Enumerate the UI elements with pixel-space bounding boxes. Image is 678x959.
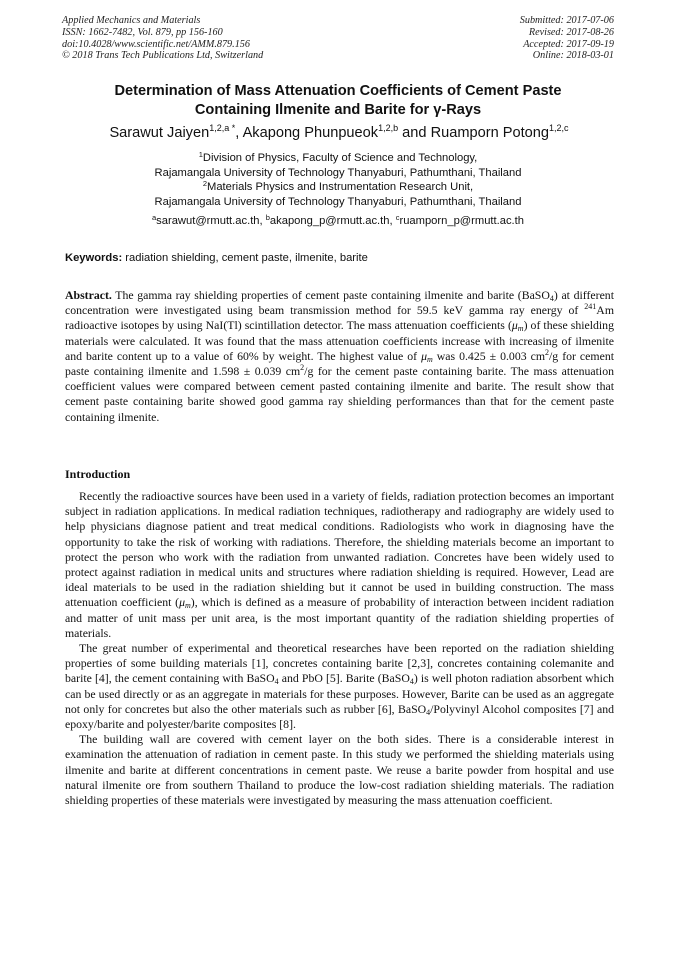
author-1: Sarawut Jaiyen [109,125,210,141]
intro-text: and PbO [5]. Barite (BaSO [278,671,410,686]
abstract-paragraph [65,288,614,425]
intro-paragraph-3: The building wall are covered with cement layer on the both sides. There is a considerable interest in examination the attenuation of radiation in cement paste. In this study we performed the shielding materials using ilmenite and barite at different concentrations in cement paste. We reuse a barite powder from hospital and use natural ilmenite ore from southern Thailand to produce the low-cost radiation shielding materials. The radiation shielding properties of these materials were investigated by measuring the mass attenuation coefficient. [65,732,614,808]
author-separator: , [235,125,243,141]
intro-text: /Polyvinyl Alcohol composites [7] and epoxy/barite and polyester/barite composites [8]. [65,701,614,732]
abstract-text: /g for cement paste containing ilmenite and 1.598 ± 0.039 cm [65,348,614,379]
mu-subscript: m [517,324,524,334]
email-b[interactable]: akapong_p@rmutt.ac.th, [269,215,396,227]
abstract-text: ) of these shielding materials were calculated. It was found that the mass attenuation coefficients increase with increasing of ilmenite and barite content up to a value of 60% by weight. The highest value of [65,318,614,363]
journal-issn: ISSN: 1662-7482, Vol. 879, pp 156-160 [62,26,223,38]
date-submitted: Submitted: 2017-07-06 [519,15,614,26]
author-1-affil: 1,2,a * [209,123,236,133]
intro-paragraph-1 [65,489,614,641]
affiliations [62,151,614,209]
superscript: 2 [300,363,305,373]
subscript: 4 [426,707,431,717]
journal-name: Applied Mechanics and Materials [62,15,201,26]
email-b-mark: b [265,213,270,222]
author-3: Ruamporn Potong [430,125,550,141]
intro-text: ), which is defined as a measure of probability of interaction between incident radiation and matter of unit mass per unit area, is the most important quantity of the radiation shielding properties of materials. [65,595,614,640]
author-2-affil: 1,2,b [378,123,399,133]
email-a-mark: a [151,213,157,222]
mu-symbol [512,318,524,332]
abstract-text: /g for the cement paste containing barite. The mass attenuation coefficient values were compared between cement pasted containing ilmenite and barite. The result show that cement paste containing barite showed good gamma ray shielding performances than that for the cement paste containing ilmenite. [65,364,615,424]
author-separator: and [398,125,431,141]
subscript: 4 [274,677,279,687]
mu-subscript: m [426,354,433,364]
section-heading-introduction: Introduction [65,467,131,481]
abstract [65,288,614,425]
affiliation-2-mark: 2 [202,179,208,189]
affiliation-2-line-1 [62,180,614,195]
paper-title [62,82,614,120]
author-emails [62,214,614,228]
date-accepted: Accepted: 2017-09-19 [523,38,614,50]
subscript: 4 [549,294,554,303]
superscript: 2 [545,347,550,357]
affiliation-1-mark: 1 [198,150,203,159]
affiliation-2-line-2: Rajamangala University of Technology Thanyaburi, Pathumthani, Thailand [154,195,522,208]
abstract-text: ) at different concentration were investigated using beam transmission method for 59.5 keV gamma ray energy of [65,288,614,318]
intro-text: The great number of experimental and theoretical researches have been reported on the radiation shielding properties of some building materials [1], concretes containing barite [2,3], concretes containing colemanite and barite [4], the cement containing with BaSO [65,641,614,686]
mu-subscript: m [185,601,191,611]
abstract-text: Am radioactive isotopes by using NaI(Tl) scintillation detector. The mass attenuation coefficients ( [65,303,614,333]
date-revised: Revised: 2017-08-26 [528,26,614,38]
intro-text: Recently the radioactive sources have been used in a variety of fields, radiation protection becomes an important subject in radiation applications. In medical radiation techniques, radiotherapy and radiography are widely used to help physicians diagnose patient and treat medical conditions. Radiologists who work in diagnosing have the opportunity to take the risk of working with radiations. Therefore, the shielding materials become an important to protect the person who work with the radiation from unwanted radiation. Concretes have been widely used to protect against radiation in medical units and structures where radiation shielding is required. However, Lead are ideal materials to be used in the radiation shielding but it cannot be used in building construction. The mass attenuation coefficient ( [65,489,614,610]
abstract-text: The gamma ray shielding properties of cement paste containing ilmenite and barite (BaSO [111,288,550,302]
author-2: Akapong Phunpueok [242,125,379,141]
journal-doi: doi:10.4028/www.scientific.net/AMM.879.156 [62,38,250,50]
journal-info [62,15,263,62]
mu-glyph: μ [421,348,427,363]
email-c[interactable]: ruamporn_p@rmutt.ac.th [399,215,524,227]
author-3-affil: 1,2,c [549,123,569,133]
author-list [40,124,638,142]
mu-symbol [179,595,191,609]
submission-dates [520,15,614,62]
email-a[interactable]: sarawut@rmutt.ac.th, [156,215,266,227]
title-line-2: Containing Ilmenite and Barite for γ-Rays [194,102,482,118]
title-line-1: Determination of Mass Attenuation Coefficients of Cement Paste [114,83,562,99]
subscript: 4 [409,677,414,687]
mu-glyph: μ [511,318,518,333]
superscript: 241 [584,302,597,312]
affiliation-1-line-2: Rajamangala University of Technology Thanyaburi, Pathumthani, Thailand [154,166,522,179]
email-c-mark: c [395,213,400,222]
intro-paragraph-2 [65,641,614,732]
affiliation-1-line-1 [62,151,614,166]
journal-copyright: © 2018 Trans Tech Publications Ltd, Switzerland [62,50,264,62]
keywords-label: Keywords: [65,252,123,264]
mu-symbol [421,349,433,363]
abstract-text: was 0.425 ± 0.003 cm [432,348,546,363]
introduction-body [65,489,614,808]
keywords-text: radiation shielding, cement paste, ilmenite, barite [122,252,368,264]
intro-text: ) is well photon radiation absorbent which can be used directly or as an aggregate in materials for these purposes. However, Barite can be used as an aggregate not only for concretes but also the other materials such as rubber [6], BaSO [65,671,614,716]
affiliation-1-text: Division of Physics, Faculty of Science and Technology, [202,152,478,164]
mu-glyph: μ [179,595,185,610]
abstract-label: Abstract. [65,288,112,302]
affiliation-2-text: Materials Physics and Instrumentation Research Unit, [207,181,474,194]
date-online: Online: 2018-03-01 [532,50,614,62]
keywords [65,251,368,265]
